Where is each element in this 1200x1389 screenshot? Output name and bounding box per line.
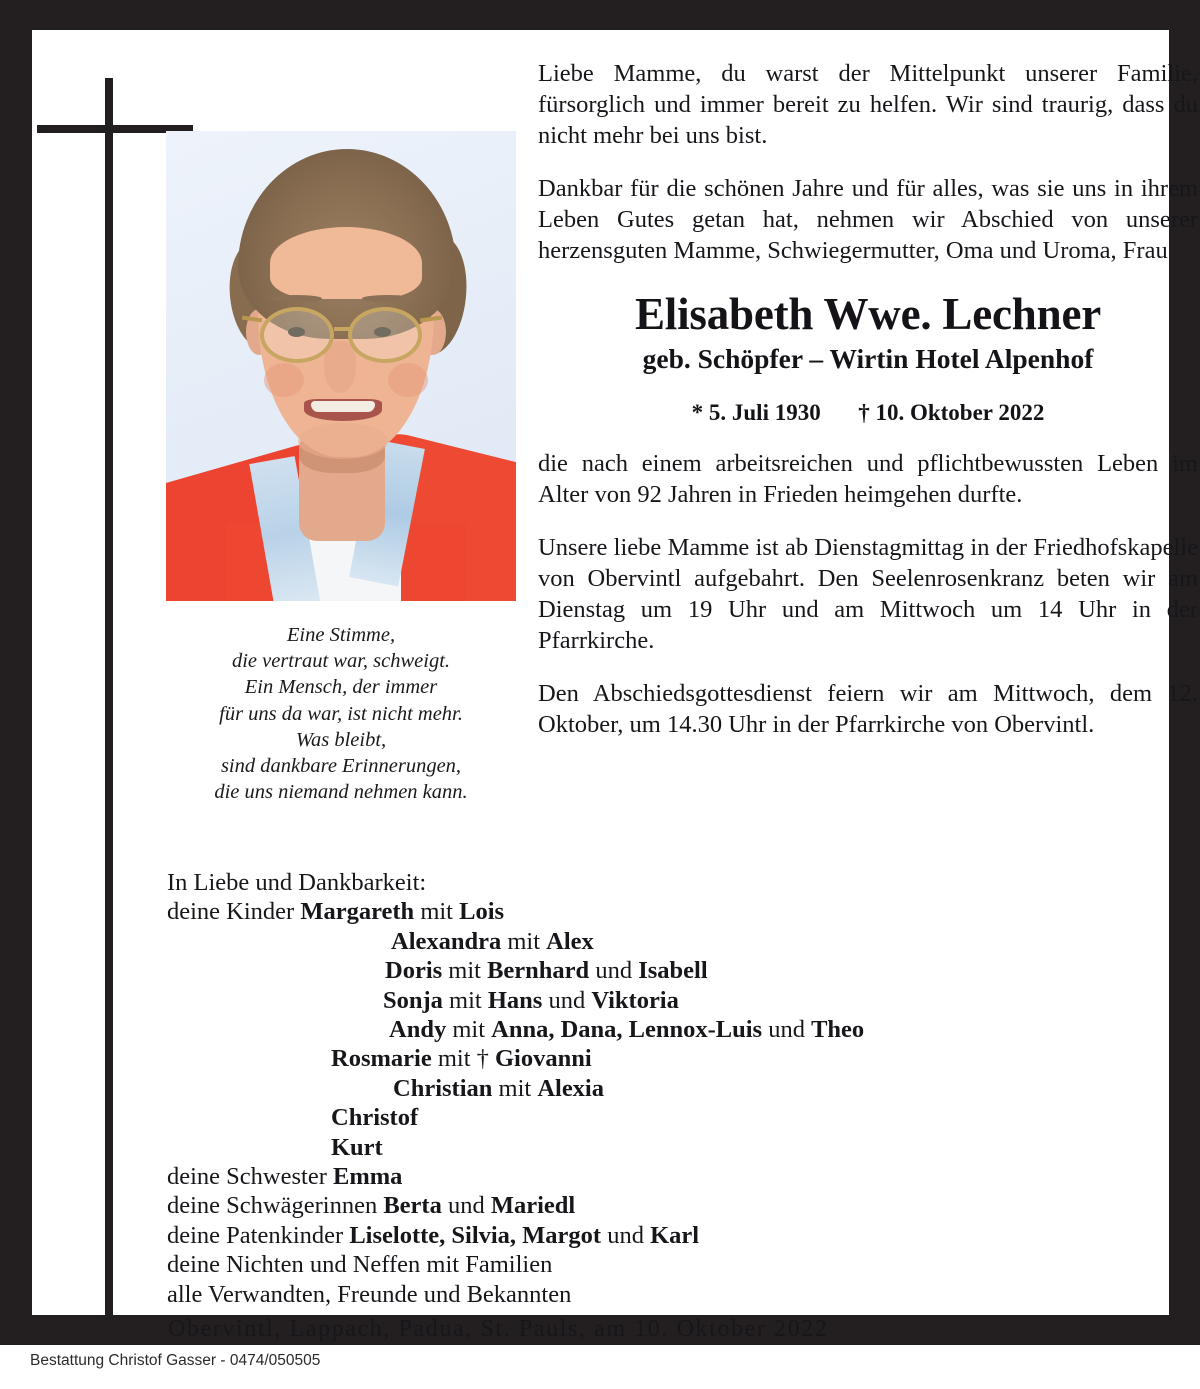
- family-member-name: Viktoria: [591, 986, 679, 1014]
- family-member-name: Isabell: [638, 957, 708, 985]
- family-member-name: Mariedl: [490, 1192, 576, 1220]
- poem-line: Was bleibt,: [295, 728, 387, 751]
- body-paragraph-3: Den Abschiedsgottesdienst feiern wir am Mittwoch, dem 12. Oktober, um 14.30 Uhr in der Pfarrkirche von Obervintl.: [538, 680, 1198, 738]
- funeral-home-credit: Bestattung Christof Gasser - 0474/050505: [30, 1352, 321, 1369]
- family-line: [167, 897, 1127, 926]
- family-member-name: Christian: [393, 1074, 493, 1102]
- deceased-name: Elisabeth Wwe. Lechner: [634, 289, 1101, 339]
- portrait-teeth: [311, 401, 375, 412]
- poem-line: die vertraut war, schweigt.: [231, 650, 451, 673]
- family-line-prefix: deine Schwägerinnen: [167, 1192, 384, 1220]
- family-member-name: Anna, Dana, Lennox-Luis: [491, 1016, 763, 1044]
- family-heading: In Liebe und Dankbarkeit:: [167, 869, 427, 896]
- family-member-name: Karl: [650, 1221, 700, 1249]
- family-line-connector: und: [762, 1016, 812, 1044]
- family-line-connector: mit: [446, 1016, 492, 1044]
- place-and-date-line: Obervintl, Lappach, Padua, St. Pauls, am 10. Oktober 2022: [168, 1316, 829, 1342]
- deceased-life-dates: [538, 398, 1198, 428]
- poem-line: Ein Mensch, der immer: [244, 676, 438, 699]
- family-member-name: Liselotte, Silvia, Margot: [349, 1221, 602, 1249]
- family-line: [167, 1103, 1127, 1132]
- family-line-connector: und: [589, 957, 639, 985]
- family-member-name: Bernhard: [487, 957, 590, 985]
- family-member-name: Andy: [389, 1016, 447, 1044]
- intro-paragraph-1: Liebe Mamme, du warst der Mittelpunkt unserer Familie, fürsorglich und immer bereit zu helfen. Wir sind traurig, dass du nicht mehr bei uns bist.: [538, 60, 1198, 149]
- family-member-name: Doris: [385, 957, 443, 985]
- family-line: [167, 1074, 1127, 1103]
- family-member-name: Alexia: [537, 1074, 604, 1102]
- portrait-eyebrow-right: [362, 295, 414, 302]
- family-line-connector: und: [542, 986, 592, 1014]
- family-member-name: Emma: [333, 1163, 403, 1191]
- portrait-glasses-bridge: [334, 327, 350, 331]
- family-line-connector: und: [601, 1221, 651, 1249]
- family-line: [167, 1250, 1127, 1279]
- portrait-cheek-left: [264, 363, 304, 397]
- body-paragraph-1: die nach einem arbeitsreichen und pflichtbewussten Leben im Alter von 92 Jahren in Frieden heimgehen durfte.: [538, 450, 1198, 508]
- family-line: [167, 1133, 1127, 1162]
- portrait-glasses-lens-left: [260, 307, 334, 363]
- family-lines-container: [167, 897, 1127, 1309]
- memorial-poem: [152, 622, 530, 805]
- family-line-prefix: deine Nichten und Neffen mit Familien: [167, 1251, 553, 1279]
- portrait-forehead: [270, 227, 422, 299]
- family-member-name: Rosmarie: [331, 1045, 432, 1073]
- family-line-prefix: deine Kinder: [167, 898, 301, 926]
- family-line-connector: mit: [414, 898, 460, 926]
- portrait-cheek-right: [388, 363, 428, 397]
- portrait-eyebrow-left: [270, 295, 322, 302]
- poem-line: sind dankbare Erinnerungen,: [220, 755, 462, 778]
- family-member-name: Alexandra: [391, 927, 502, 955]
- family-member-name: Theo: [811, 1016, 865, 1044]
- family-line: [167, 1162, 1127, 1191]
- family-line: [167, 1221, 1127, 1250]
- family-line-connector: mit: [442, 986, 488, 1014]
- intro-paragraph-2: Dankbar für die schönen Jahre und für alles, was sie uns in ihrem Leben Gutes getan hat, nehmen wir Abschied von unserer herzensguten Mamme, Schwiegermutter, Oma und Uroma, Frau: [538, 175, 1198, 264]
- family-line-connector: mit: [442, 957, 488, 985]
- obituary-notice-body: [32, 30, 1198, 1342]
- body-paragraph-2: Unsere liebe Mamme ist ab Dienstagmittag in der Friedhofskapelle von Obervintl aufgebahrt. Den Seelenrosenkranz beten wir am Dienstag um 19 Uhr und am Mittwoch um 14 Uhr in der Pfarrkirche.: [538, 534, 1198, 654]
- family-line-connector: mit: [501, 927, 547, 955]
- family-line-prefix: alle Verwandten, Freunde und Bekannten: [167, 1280, 572, 1308]
- family-line: [167, 1044, 1127, 1073]
- deceased-portrait-photo: [166, 131, 516, 601]
- family-line: [167, 1280, 1127, 1309]
- family-line-connector: mit: [492, 1074, 538, 1102]
- deceased-subtitle: geb. Schöpfer – Wirtin Hotel Alpenhof: [642, 343, 1094, 374]
- family-member-name: Christof: [331, 1104, 419, 1132]
- family-member-name: Margareth: [300, 898, 415, 926]
- family-member-name: Kurt: [331, 1133, 383, 1161]
- poem-line: für uns da war, ist nicht mehr.: [219, 702, 463, 725]
- death-date: † 10. Oktober 2022: [858, 400, 1045, 425]
- family-line-prefix: deine Patenkinder: [167, 1221, 350, 1249]
- family-line-prefix: deine Schwester: [167, 1163, 333, 1191]
- obituary-main-column: [538, 58, 1198, 740]
- family-line-connector: und: [441, 1192, 491, 1220]
- family-line: [167, 1191, 1127, 1220]
- family-member-name: Lois: [459, 898, 505, 926]
- cross-vertical-bar: [105, 78, 113, 1326]
- poem-line: Eine Stimme,: [286, 624, 396, 646]
- family-member-name: Hans: [487, 986, 543, 1014]
- portrait-chin: [298, 423, 388, 459]
- family-line: [167, 986, 1127, 1015]
- family-member-name: Sonja: [383, 986, 443, 1014]
- family-member-name: Alex: [546, 927, 594, 955]
- family-member-name: Giovanni: [495, 1045, 592, 1073]
- family-line: [167, 1015, 1127, 1044]
- family-line: [167, 956, 1127, 985]
- poem-line: die uns niemand nehmen kann.: [214, 781, 468, 804]
- family-line-connector: mit †: [431, 1045, 495, 1073]
- portrait-glasses-lens-right: [348, 307, 422, 363]
- family-line: [167, 927, 1127, 956]
- birth-date: * 5. Juli 1930: [691, 400, 821, 425]
- family-mourners-list: [167, 868, 1127, 1309]
- family-member-name: Berta: [383, 1192, 442, 1220]
